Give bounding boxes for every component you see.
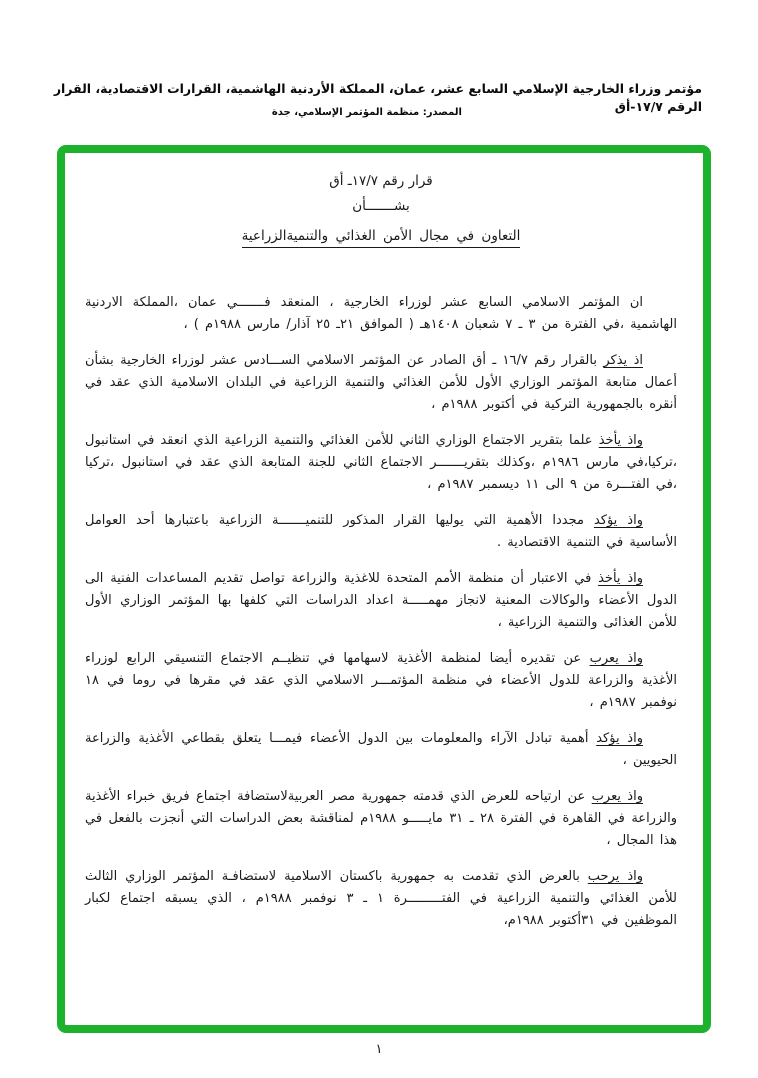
paragraph-lead: واذ يعرب [589,651,643,666]
paragraph-text: عن تقديره أيضا لمنظمة الأغذية لاسهامها في تنظيــم الاجتماع التنسيقي الرابع لوزراء الأغذية والزراعة للدول الأعضاء في منظمة المؤتمـــر الاسلامي الذي عقد في مقرها في روما في ١٨ نوفمبر ١٩٨٧م ، [85,651,677,710]
preamble-paragraph [85,510,677,554]
preamble-paragraph [85,786,677,852]
paragraph-lead: واذ يأخذ [598,433,643,448]
preamble-paragraph [85,568,677,634]
page-number: ١ [375,1042,383,1057]
paragraph-lead: واذ يرحب [587,869,643,884]
paragraph-lead: اذ يذكر [603,353,643,368]
resolution-title-block [85,173,677,248]
paragraph-text: مجددا الأهمية التي يوليها القرار المذكور للتنميـــــــة الزراعية باعتبارها أحد العوامل الأساسية في التنمية الاقتصادية . [85,513,677,550]
resolution-regarding-line: بشـــــــأن [352,198,410,214]
paragraph-text: أهمية تبادل الآراء والمعلومات بين الدول الأعضاء فيمـــا يتعلق بقطاعي الأغذية والزراعة الحيويين ، [85,731,677,768]
preamble-paragraph [85,648,677,714]
paragraph-lead: واذ يؤكد [596,731,643,746]
paragraph-text: عن ارتياحه للعرض الذي قدمته جمهورية مصر العربيةلاستضافة اجتماع فريق خبراء الأغذية والزراعة في القاهرة في الفترة ٢٨ ـ ٣١ مايـــــو ١٩٨٨م لمناقشة بعض الدراسات التي أنجزت بالفعل في هذا المجال ، [85,789,677,848]
paragraph-lead: واذ يعرب [591,789,643,804]
paragraph-lead: واذ يأخذ [598,571,643,586]
resolution-subject-wrap [85,220,677,248]
preamble-paragraph [85,292,677,336]
preamble-paragraph [85,728,677,772]
paragraph-text: بالعرض الذي تقدمت به جمهورية باكستان الاسلامية لاستضافـة المؤتمر الوزاري الثالث للأمن الغذائي والتنمية الزراعية في الفتـــــــــرة ١ ـ ٣ نوفمبر ١٩٨٨م ، الذي يسبقه اجتماع لكبار الموظفين في ٣١أكتوبر ١٩٨٨م، [85,869,677,928]
preamble-paragraph [85,430,677,496]
paragraph-text: علما بتقرير الاجتماع الوزاري الثاني للأمن الغذائي والتنمية الزراعية الذي انعقد في استانبول ،تركيا،في مارس ١٩٨٦م ،وكذلك بتقريـــــــر الاجتماع الثاني للجنة المتابعة الذي عقد في استانبول ،تركيا ،في الفتـــرة من ٩ الى ١١ ديسمبر ١٩٨٧م ، [85,433,677,492]
preamble-paragraph [85,350,677,416]
document-header-title: مؤتمر وزراء الخارجية الإسلامي السابع عشر، عمان، المملكة الأردنية الهاشمية، القرارات الاقتصادية، القرار الرقم ١٧/٧-أق [53,81,702,114]
resolution-subject-title: التعاون في مجال الأمن الغذائي والتنميةالزراعية [242,228,521,248]
decision-green-frame [57,145,711,1033]
paragraph-text: ان المؤتمر الاسلامي السابع عشر لوزراء الخارجية ، المنعقد فـــــــي عمان ،المملكة الاردنية الهاشمية ،في الفترة من ٣ ـ ٧ شعبان ١٤٠٨هـ ( الموافق ٢١ـ ٢٥ آذار/ مارس ١٩٨٨م ) ، [85,295,677,332]
preamble-paragraph [85,866,677,932]
document-source-line: المصدر: منظمة المؤتمر الإسلامي، جدة [271,107,462,118]
paragraph-lead: واذ يؤكد [593,513,643,528]
resolution-number-line: قرار رقم ١٧/٧ـ أق [329,173,433,189]
paragraph-text: في الاعتبار أن منظمة الأمم المتحدة للاغذية والزراعة تواصل تقديم المساعدات الفنية الى الدول الأعضاء والوكالات المعنية لانجاز مهمـــــة اعداد الدراسات التي كلفها بها المؤتمر الوزاري الأول للأمن الغذائى والتنمية الزراعية ، [85,571,677,630]
decision-content [65,153,703,1025]
paragraph-text: بالقرار رقم ١٦/٧ ـ أق الصادر عن المؤتمر الاسلامي الســـادس عشر لوزراء الخارجية بشأن أعمال متابعة المؤتمر الوزاري الأول للأمن الغذائي والتنمية الزراعية في البلدان الاسلامية الذي عقد في أنقره بالجمهورية التركية في أكتوبر ١٩٨٨م ، [85,353,677,412]
